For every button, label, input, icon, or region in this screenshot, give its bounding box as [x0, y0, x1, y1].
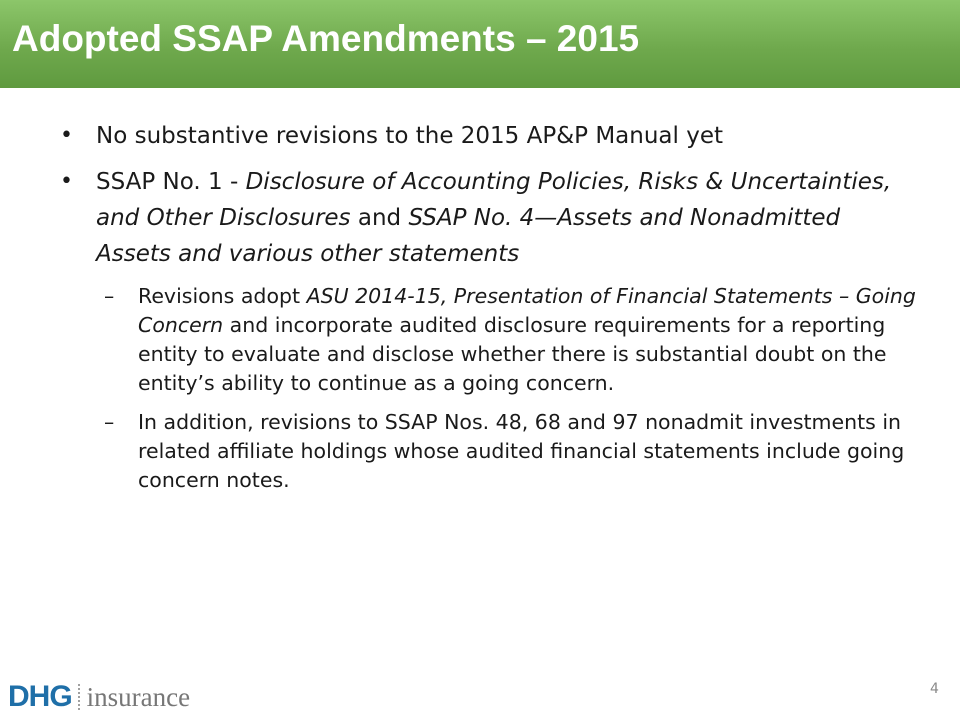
bullet-item [60, 118, 920, 154]
slide-content [60, 118, 920, 505]
sub-bullet-text: In addition, revisions to SSAP Nos. 48, 68 and 97 nonadmit investments in related affiliate holdings whose audited financial statements include going concern notes. [138, 410, 905, 492]
sub-bullet-marker: – [104, 284, 115, 308]
bullet-marker: • [60, 123, 73, 148]
sub-bullet-text-italic: ASU 2014-15, Presentation of Financial Statements – Going Concern [138, 284, 916, 337]
sub-bullet-marker: – [104, 410, 115, 434]
bullet-text-italic: SSAP No. 4—Assets and Nonadmitted Assets and various other statements [96, 205, 841, 267]
logo-word: insurance [86, 681, 191, 712]
bullet-text: No substantive revisions to the 2015 AP&P Manual yet [96, 123, 724, 149]
logo-divider [78, 684, 80, 710]
sub-bullet-text-part: Revisions adopt [138, 284, 307, 308]
bullet-item [60, 164, 920, 272]
sub-bullet-item [60, 408, 920, 495]
bullet-text-part: SSAP No. 1 - [96, 169, 246, 195]
bullet-text-part: and [350, 205, 409, 231]
sub-bullet-text-part: and incorporate audited disclosure requirements for a reporting entity to evaluate and disclose whether there is substantial doubt on the entity’s ability to continue as a going concern. [138, 313, 887, 395]
dhg-insurance-logo [8, 680, 190, 714]
page-number: 4 [930, 681, 939, 697]
sub-bullet-item [60, 282, 920, 398]
bullet-marker: • [60, 169, 73, 194]
title-bar [0, 0, 960, 88]
bullet-text-italic: Disclosure of Accounting Policies, Risks & Uncertainties, and Other Disclosures [96, 169, 892, 231]
slide-title: Adopted SSAP Amendments – 2015 [12, 18, 640, 59]
logo-brand: DHG [8, 680, 72, 713]
